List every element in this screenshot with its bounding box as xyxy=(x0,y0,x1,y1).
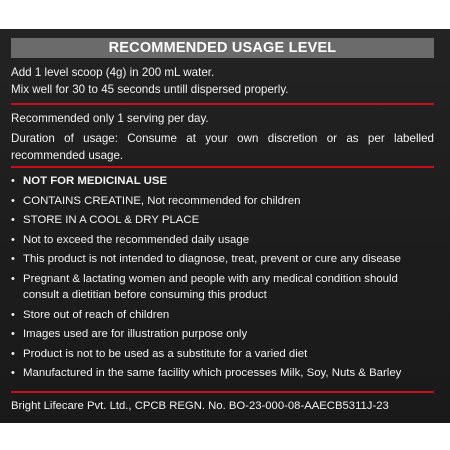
bullet-icon: • xyxy=(11,175,15,187)
bullet-icon: • xyxy=(11,194,15,207)
warning-text: STORE IN A COOL & DRY PLACE xyxy=(23,214,200,227)
bullet-icon: • xyxy=(11,214,15,227)
warning-text: Manufactured in the same facility which processes Milk, Soy, Nuts & Barley xyxy=(23,367,402,380)
warning-text: NOT FOR MEDICINAL USE xyxy=(23,175,168,187)
warning-item xyxy=(11,251,434,267)
bullet-icon: • xyxy=(11,233,15,246)
section-title-bar xyxy=(11,38,434,58)
instruction-line-1: Add 1 level scoop (4g) in 200 mL water. xyxy=(11,66,215,79)
warning-item xyxy=(11,365,434,381)
warning-item xyxy=(11,307,434,323)
warning-text: Images used are for illustration purpose only xyxy=(23,328,248,341)
bullet-icon: • xyxy=(11,328,15,341)
warning-text: Pregnant & lactating women and people with any medical condition should consult a dietitian before consuming this product xyxy=(23,272,398,301)
usage-panel xyxy=(0,29,450,423)
warning-text: This product is not intended to diagnose, treat, prevent or cure any disease xyxy=(23,253,402,266)
warnings-list xyxy=(11,173,434,385)
warning-text: Product is not to be used as a substitute for a varied diet xyxy=(23,347,308,360)
divider-3 xyxy=(11,391,434,393)
bullet-icon: • xyxy=(11,253,15,266)
warning-item xyxy=(11,212,434,228)
section-title: RECOMMENDED USAGE LEVEL xyxy=(108,40,337,56)
divider-1 xyxy=(11,103,434,105)
warning-text: Not to exceed the recommended daily usage xyxy=(23,233,250,246)
warning-text: Store out of reach of children xyxy=(23,308,170,321)
warning-item xyxy=(11,193,434,209)
warning-item xyxy=(11,232,434,248)
warning-text: CONTAINS CREATINE, Not recommended for children xyxy=(23,194,301,207)
bullet-icon: • xyxy=(11,367,15,380)
bullet-icon: • xyxy=(11,347,15,360)
warning-item xyxy=(11,173,434,189)
warning-item xyxy=(11,346,434,362)
divider-2 xyxy=(11,166,434,168)
duration-info: Duration of usage: Consume at your own discretion or as per labelled recommended usage. xyxy=(11,132,434,162)
serving-info: Recommended only 1 serving per day. xyxy=(11,112,209,125)
manufacturer-footer: Bright Lifecare Pvt. Ltd., CPCB REGN. No. BO-23-000-08-AAECB5311J-23 xyxy=(11,400,389,412)
instruction-line-2: Mix well for 30 to 45 seconds untill dispersed properly. xyxy=(11,83,289,96)
warning-item xyxy=(11,326,434,342)
bullet-icon: • xyxy=(11,272,15,285)
usage-instructions xyxy=(11,64,434,98)
warning-item xyxy=(11,271,434,303)
bullet-icon: • xyxy=(11,308,15,321)
